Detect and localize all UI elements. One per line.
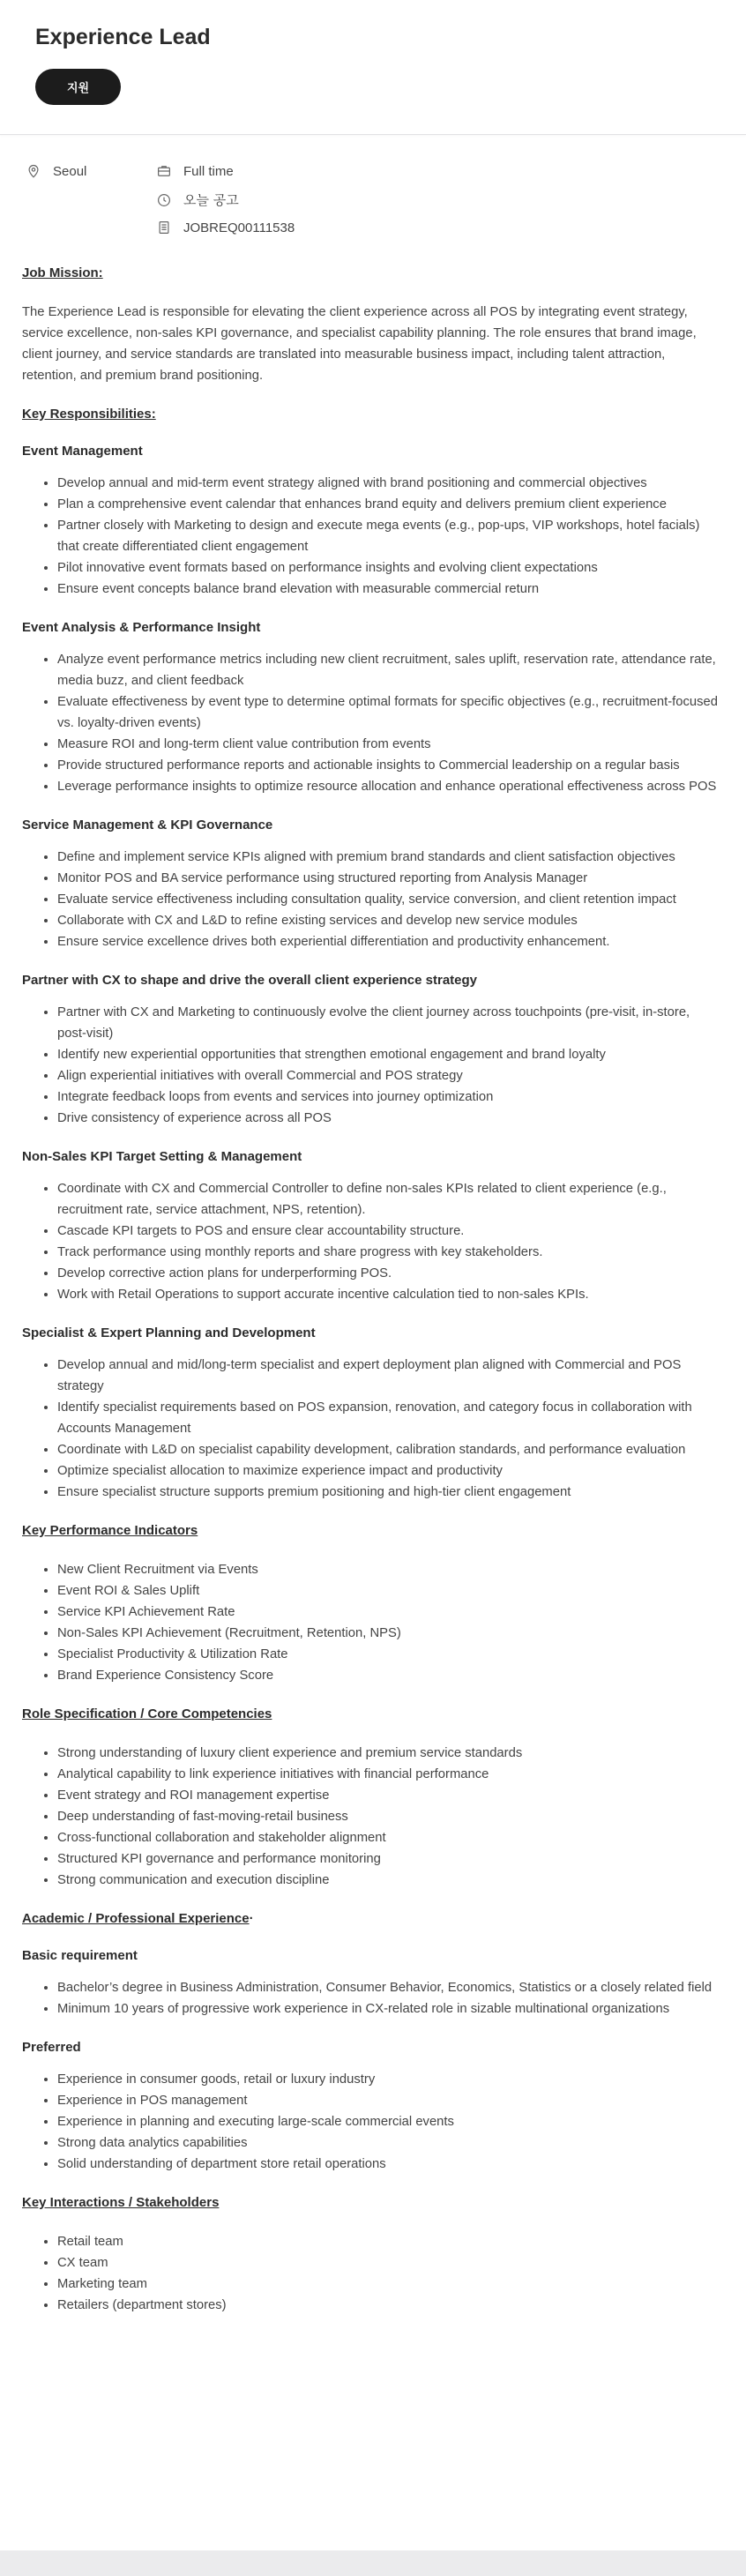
- page-footer-spacer: [0, 2550, 746, 2576]
- list-item: • Experience in planning and executing large-scale commercial events: [57, 2111, 719, 2132]
- list-item: • Partner with CX and Marketing to continuously evolve the client journey across touchpoints (pre-visit, in-store, post-visit): [57, 1002, 719, 1044]
- list-item: • Monitor POS and BA service performance using structured reporting from Analysis Manager: [57, 868, 719, 889]
- list-item: • Deep understanding of fast-moving-retail business: [57, 1806, 719, 1827]
- job-location: [25, 162, 86, 180]
- list-item: • Track performance using monthly reports and share progress with key stakeholders.: [57, 1242, 719, 1263]
- mission-heading: Job Mission:: [22, 265, 103, 280]
- list-item: • Event ROI & Sales Uplift: [57, 1580, 719, 1602]
- list-item: • Experience in POS management: [57, 2090, 719, 2111]
- list-item: • Evaluate effectiveness by event type to determine optimal formats for specific objectives (e.g., recruitment-focused vs. loyalty-driven events): [57, 691, 719, 734]
- mission-text: The Experience Lead is responsible for elevating the client experience across all POS by integrating event strategy, service excellence, non-sales KPI governance, and specialist capability planning. The role ensures that brand image, client journey, and service standards are translated into measurable business impact, including talent attraction, retention, and premium brand positioning.: [22, 305, 697, 383]
- list-item: • CX team: [57, 2252, 719, 2274]
- list-item: • Work with Retail Operations to support accurate incentive calculation tied to non-sales KPIs.: [57, 1284, 719, 1305]
- list-item: • Provide structured performance reports and actionable insights to Commercial leadership on a regular basis: [57, 755, 719, 776]
- preferred-list: [22, 2069, 719, 2175]
- list-item: • Identify new experiential opportunities that strengthen emotional engagement and brand loyalty: [57, 1044, 719, 1065]
- clock-icon: [155, 191, 173, 209]
- list-item: • Plan a comprehensive event calendar that enhances brand equity and delivers premium client experience: [57, 494, 719, 515]
- basic-requirement-list: [22, 1977, 719, 2020]
- kpi-list: [22, 1559, 719, 1686]
- event-management-list: [22, 473, 719, 600]
- employment-type-text: Full time: [183, 163, 234, 179]
- map-pin-icon: [25, 162, 42, 180]
- non-sales-kpi-heading: Non-Sales KPI Target Setting & Management: [22, 1149, 302, 1164]
- list-item: • Event strategy and ROI management expertise: [57, 1785, 719, 1806]
- event-analysis-list: [22, 649, 719, 797]
- job-posted: [155, 190, 239, 209]
- list-item: • Cascade KPI targets to POS and ensure clear accountability structure.: [57, 1221, 719, 1242]
- kpi-heading: Key Performance Indicators: [22, 1523, 198, 1538]
- list-item: • Structured KPI governance and performance monitoring: [57, 1848, 719, 1870]
- list-item: • Marketing team: [57, 2274, 719, 2295]
- job-req-id: [155, 219, 295, 236]
- academic-heading-text: Academic / Professional Experience: [22, 1911, 250, 1926]
- service-management-heading: Service Management & KPI Governance: [22, 818, 273, 833]
- list-item: • Partner closely with Marketing to design and execute mega events (e.g., pop-ups, VIP workshops, hotel facials) that create differentiated client engagement: [57, 515, 719, 557]
- service-management-list: [22, 847, 719, 952]
- partner-cx-list: [22, 1002, 719, 1129]
- job-header: [0, 0, 746, 135]
- event-analysis-heading: Event Analysis & Performance Insight: [22, 620, 261, 635]
- specialist-planning-list: [22, 1355, 719, 1503]
- list-item: • Pilot innovative event formats based on performance insights and evolving client expectations: [57, 557, 719, 579]
- list-item: • Strong data analytics capabilities: [57, 2132, 719, 2154]
- list-item: • Retail team: [57, 2231, 719, 2252]
- partner-cx-heading: Partner with CX to shape and drive the overall client experience strategy: [22, 973, 478, 988]
- role-spec-heading: Role Specification / Core Competencies: [22, 1706, 272, 1721]
- event-management-heading: Event Management: [22, 444, 143, 459]
- list-item: • Solid understanding of department store retail operations: [57, 2154, 719, 2175]
- academic-heading: [22, 1910, 719, 1928]
- list-item: • Non-Sales KPI Achievement (Recruitment, Retention, NPS): [57, 1623, 719, 1644]
- job-employment-type: [155, 162, 234, 180]
- list-item: • Develop annual and mid/long-term specialist and expert deployment plan aligned with Commercial and POS strategy: [57, 1355, 719, 1397]
- specialist-planning-heading: Specialist & Expert Planning and Development: [22, 1325, 316, 1340]
- list-item: • Bachelor’s degree in Business Administration, Consumer Behavior, Economics, Statistics or a closely related field: [57, 1977, 719, 1998]
- list-item: • Minimum 10 years of progressive work experience in CX-related role in sizable multinational organizations: [57, 1998, 719, 2020]
- job-description: [22, 265, 719, 2335]
- list-item: • Coordinate with L&D on specialist capability development, calibration standards, and performance evaluation: [57, 1439, 719, 1460]
- responsibilities-heading: Key Responsibilities:: [22, 407, 156, 422]
- apply-button[interactable]: 지원: [35, 69, 121, 105]
- posted-text: 오늘 공고: [183, 192, 239, 208]
- list-item: • Optimize specialist allocation to maximize experience impact and productivity: [57, 1460, 719, 1482]
- non-sales-kpi-list: [22, 1178, 719, 1305]
- list-item: • Define and implement service KPIs aligned with premium brand standards and client satisfaction objectives: [57, 847, 719, 868]
- list-item: • Retailers (department stores): [57, 2295, 719, 2316]
- interactions-heading: Key Interactions / Stakeholders: [22, 2195, 220, 2210]
- job-title: Experience Lead: [35, 25, 211, 49]
- list-item: • Collaborate with CX and L&D to refine existing services and develop new service modules: [57, 910, 719, 931]
- list-item: • Coordinate with CX and Commercial Controller to define non-sales KPIs related to client experience (e.g., recruitment rate, service attachment, NPS, retention).: [57, 1178, 719, 1221]
- list-item: • Develop annual and mid-term event strategy aligned with brand positioning and commercial objectives: [57, 473, 719, 494]
- briefcase-icon: [155, 162, 173, 180]
- role-spec-list: [22, 1743, 719, 1891]
- list-item: • Ensure specialist structure supports premium positioning and high-tier client engagement: [57, 1482, 719, 1503]
- academic-heading-suffix: ·: [249, 1911, 254, 1926]
- list-item: • Analyze event performance metrics including new client recruitment, sales uplift, reservation rate, attendance rate, media buzz, and client feedback: [57, 649, 719, 691]
- req-id-text: JOBREQ00111538: [183, 220, 295, 235]
- list-item: • Strong understanding of luxury client experience and premium service standards: [57, 1743, 719, 1764]
- location-text: Seoul: [53, 163, 87, 179]
- document-icon: [155, 219, 173, 236]
- list-item: • Experience in consumer goods, retail or luxury industry: [57, 2069, 719, 2090]
- list-item: • Brand Experience Consistency Score: [57, 1665, 719, 1686]
- list-item: • Develop corrective action plans for underperforming POS.: [57, 1263, 719, 1284]
- list-item: • Analytical capability to link experience initiatives with financial performance: [57, 1764, 719, 1785]
- list-item: • Cross-functional collaboration and stakeholder alignment: [57, 1827, 719, 1848]
- list-item: • Integrate feedback loops from events and services into journey optimization: [57, 1086, 719, 1108]
- list-item: • Ensure service excellence drives both experiential differentiation and productivity enhancement.: [57, 931, 719, 952]
- list-item: • Specialist Productivity & Utilization Rate: [57, 1644, 719, 1665]
- interactions-list: [22, 2231, 719, 2316]
- list-item: • Drive consistency of experience across all POS: [57, 1108, 719, 1129]
- list-item: • Measure ROI and long-term client value contribution from events: [57, 734, 719, 755]
- basic-requirement-heading: Basic requirement: [22, 1948, 138, 1963]
- list-item: • Ensure event concepts balance brand elevation with measurable commercial return: [57, 579, 719, 600]
- list-item: • Identify specialist requirements based on POS expansion, renovation, and category focus in collaboration with Accounts Management: [57, 1397, 719, 1439]
- list-item: • New Client Recruitment via Events: [57, 1559, 719, 1580]
- list-item: • Service KPI Achievement Rate: [57, 1602, 719, 1623]
- list-item: • Leverage performance insights to optimize resource allocation and enhance operational effectiveness across POS: [57, 776, 719, 797]
- list-item: • Align experiential initiatives with overall Commercial and POS strategy: [57, 1065, 719, 1086]
- list-item: • Strong communication and execution discipline: [57, 1870, 719, 1891]
- list-item: • Evaluate service effectiveness including consultation quality, service conversion, and client retention impact: [57, 889, 719, 910]
- preferred-heading: Preferred: [22, 2040, 81, 2055]
